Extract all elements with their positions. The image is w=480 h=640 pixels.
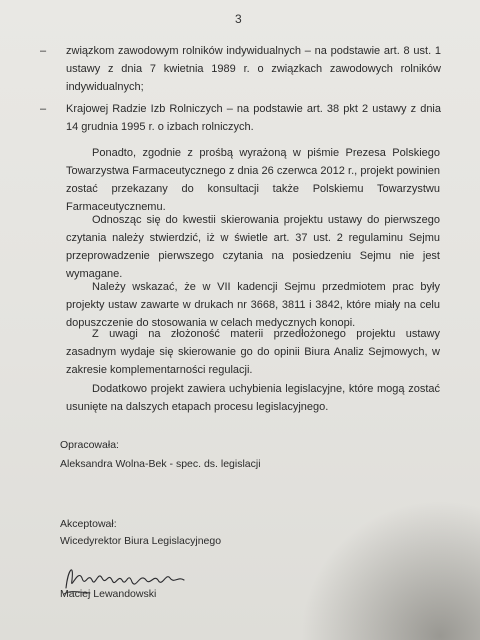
page-number: 3 (235, 12, 242, 26)
paragraph: Należy wskazać, że w VII kadencji Sejmu przedmiotem prac były projekty ustaw zawarte w drukach nr 3668, 3811 i 3842, które miały na celu dopuszczenie do stosowania w celach medycznych konopi. (66, 281, 440, 329)
list-item (40, 100, 440, 138)
prepared-label: Opracowała: (60, 439, 119, 451)
accepted-name: Maciej Lewandowski (60, 588, 157, 600)
paragraph: Dodatkowo projekt zawiera uchybienia legislacyjne, które mogą zostać usunięte na dalszych etapach procesu legislacyjnego. (66, 383, 440, 413)
accepted-title: Wicedyrektor Biura Legislacyjnego (60, 535, 222, 547)
paragraph: Z uwagi na złożoność materii przedłożonego projektu ustawy zasadnym wydaje się skierowanie go do opinii Biura Analiz Sejmowych, w zakresie komplementarności regulacji. (66, 328, 440, 376)
paragraph: Ponadto, zgodnie z prośbą wyrażoną w piśmie Prezesa Polskiego Towarzystwa Farmaceutycznego z dnia 26 czerwca 2012 r., projekt powinien zostać przekazany do konsultacji także Polskiemu Towarzystwu Farmaceutycznemu. (66, 147, 440, 213)
accepted-label: Akceptował: (60, 518, 117, 530)
list-item-text: Krajowej Radzie Izb Rolniczych – na podstawie art. 38 pkt 2 ustawy z dnia 14 grudnia 1995 r. o izbach rolniczych. (66, 103, 441, 133)
page-shadow (300, 500, 480, 640)
list-item-text: związkom zawodowym rolników indywidualnych – na podstawie art. 8 ust. 1 ustawy z dnia 7 kwietnia 1989 r. o związkach zawodowych rolników indywidualnych; (66, 45, 441, 93)
prepared-by: Aleksandra Wolna-Bek - spec. ds. legislacji (60, 458, 261, 470)
list-dash: – (40, 45, 47, 57)
paragraph: Odnosząc się do kwestii skierowania projektu ustawy do pierwszego czytania należy stwierdzić, iż w świetle art. 37 ust. 2 regulaminu Sejmu przeprowadzenie pierwszego czytania na posiedzeniu Sejmu nie jest wymagane. (66, 214, 440, 280)
list-item (40, 42, 440, 98)
list-dash: – (40, 103, 47, 115)
